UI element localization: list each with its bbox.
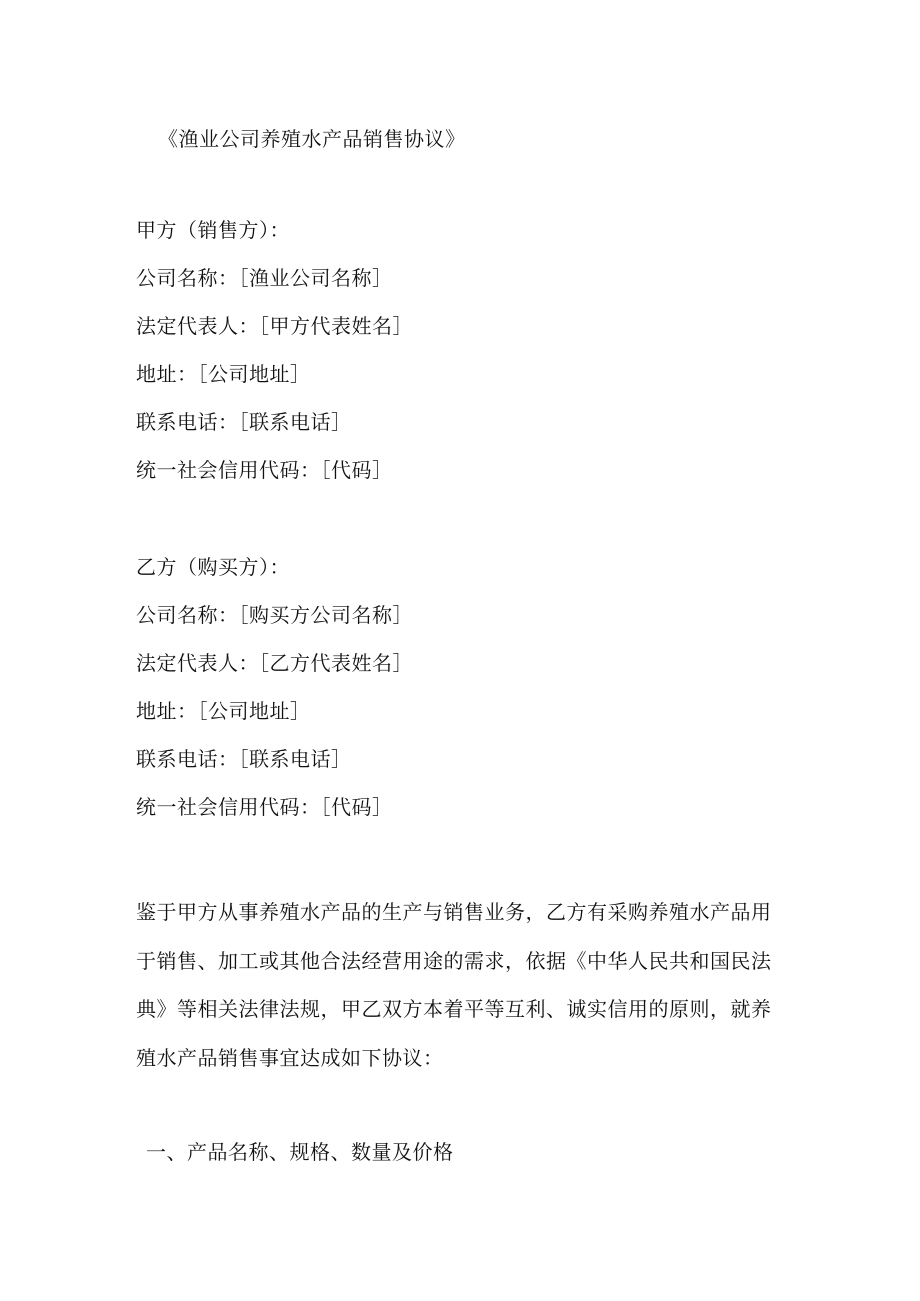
- section-1-heading: 一、产品名称、规格、数量及价格: [146, 1140, 454, 1164]
- party-b-phone: 联系电话：［联系电话］: [136, 747, 352, 771]
- party-b-heading: 乙方（购买方）：: [136, 555, 290, 579]
- preamble-paragraph: 鉴于甲方从事养殖水产品的生产与销售业务，乙方有采购养殖水产品用于销售、加工或其他合法经营用途的需求，依据《中华人民共和国民法典》等相关法律法规，甲乙双方本着平等互利、诚实信用的原则，就养殖水产品销售事宜达成如下协议：: [136, 900, 772, 1070]
- party-b-credit-code: 统一社会信用代码：［代码］: [136, 795, 393, 819]
- party-a-company-name: 公司名称：［渔业公司名称］: [136, 266, 393, 290]
- party-b-company-name: 公司名称：［购买方公司名称］: [136, 603, 413, 627]
- party-b-address: 地址：［公司地址］: [136, 699, 311, 723]
- party-a-credit-code: 统一社会信用代码：［代码］: [136, 458, 393, 482]
- party-a-heading: 甲方（销售方）：: [136, 218, 290, 242]
- party-a-legal-rep: 法定代表人：［甲方代表姓名］: [136, 314, 413, 338]
- document-title: 《渔业公司养殖水产品销售协议》: [158, 127, 466, 151]
- party-a-phone: 联系电话：［联系电话］: [136, 410, 352, 434]
- party-b-legal-rep: 法定代表人：［乙方代表姓名］: [136, 651, 413, 675]
- party-a-address: 地址：［公司地址］: [136, 362, 311, 386]
